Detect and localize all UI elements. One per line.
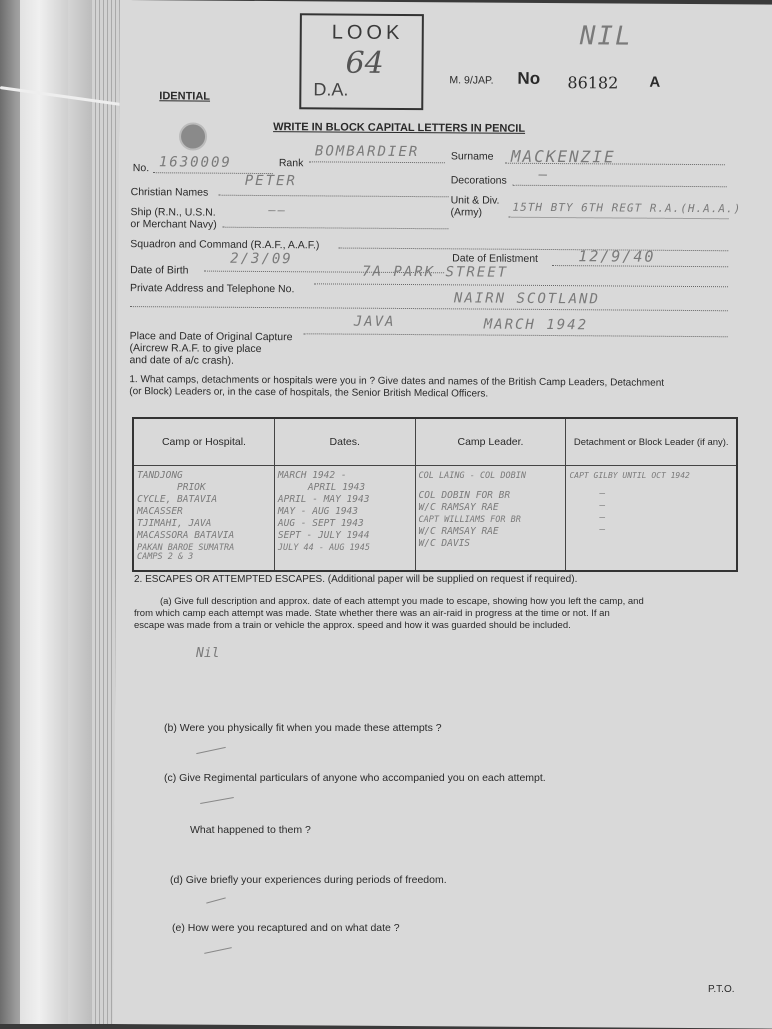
address-label: Private Address and Telephone No. <box>129 282 295 296</box>
detachment-entry: — <box>599 500 606 511</box>
q2-c: (c) Give Regimental particulars of anyone who accompanied you on each attempt. <box>164 772 546 784</box>
date-entry: MARCH 1942 - <box>277 470 347 481</box>
enlistment-label: Date of Enlistment <box>452 252 539 265</box>
header-dates: Dates. <box>274 418 415 466</box>
form-number: 86182 <box>567 73 619 93</box>
detachment-entry: — <box>599 488 606 499</box>
camp-entry: TJIMAHI, JAVA <box>137 518 212 529</box>
pto: P.T.O. <box>708 984 735 995</box>
no-value: 1630009 <box>158 154 232 171</box>
capture-place: JAVA <box>353 313 396 330</box>
form-code: M. 9/JAP. <box>449 74 494 87</box>
q2-b: (b) Were you physically fit when you made these attempts ? <box>164 722 442 734</box>
header-detachment: Detachment or Block Leader (if any). <box>566 418 737 466</box>
squadron-label: Squadron and Command (R.A.F., A.A.F.) <box>130 238 320 252</box>
q2-a-line-3: escape was made from a train or vehicle the approx. speed and how it was guarded should be included. <box>134 620 571 631</box>
ship-label-2: or Merchant Navy) <box>130 218 217 231</box>
capture-label-3: and date of a/c crash). <box>129 354 235 367</box>
form-suffix: A <box>649 73 661 91</box>
capture-label-2: (Aircrew R.A.F. to give place <box>129 342 262 355</box>
date-entry: SEPT - JULY 1944 <box>277 530 370 541</box>
camps-cell <box>133 466 274 572</box>
decorations-value: — <box>538 166 550 184</box>
birth-label: Date of Birth <box>130 264 189 277</box>
dates-cell <box>274 466 415 572</box>
q2-c-followup: What happened to them ? <box>190 824 311 836</box>
camp-entry: MACASSER <box>137 506 183 517</box>
rank-label: Rank <box>278 157 304 170</box>
unit-label-2: (Army) <box>450 206 483 219</box>
detachment-cell <box>566 466 737 572</box>
table-row <box>133 466 737 572</box>
surname-value: MACKENZIE <box>510 146 616 167</box>
enlistment-value: 12/9/40 <box>578 247 656 266</box>
surname-label: Surname <box>450 150 494 163</box>
q2-d: (d) Give briefly your experiences during periods of freedom. <box>170 874 447 886</box>
date-entry: APRIL - MAY 1943 <box>277 494 370 505</box>
camp-entry: PAKAN BAROE SUMATRA <box>137 543 235 553</box>
address-line-2: NAIRN SCOTLAND <box>453 290 600 308</box>
instruction: WRITE IN BLOCK CAPITAL LETTERS IN PENCIL <box>273 121 526 135</box>
q2-a-answer: Nil <box>196 646 220 661</box>
table-header-row <box>133 418 737 466</box>
date-entry: MAY - AUG 1943 <box>277 506 358 517</box>
christian-label: Christian Names <box>130 186 209 199</box>
detachment-entry: CAPT GILBY UNTIL OCT 1942 <box>569 471 690 480</box>
number-label: No <box>517 68 541 88</box>
camp-entry: CYCLE, BATAVIA <box>137 494 218 505</box>
address-line-1: 7A PARK STREET <box>362 263 509 281</box>
ship-label-1: Ship (R.N., U.S.N. <box>130 206 216 219</box>
stamp-number: 64 <box>345 45 384 81</box>
no-label: No. <box>132 162 150 175</box>
birth-value: 2/3/09 <box>230 250 293 268</box>
date-entry: JULY 44 - AUG 1945 <box>277 543 371 553</box>
stamp-text: LOOK <box>331 21 404 44</box>
unit-label-1: Unit & Div. <box>450 194 500 207</box>
binder-cover-edge <box>20 0 68 1024</box>
q1-line-2: (or Block) Leaders or, in the case of hospitals, the Senior British Medical Officers. <box>129 386 489 400</box>
camp-entry: MACASSORA BATAVIA <box>137 530 235 541</box>
leaders-cell <box>415 466 566 572</box>
camp-entry: PRIOK <box>177 482 206 493</box>
q2-a-line-2: from which camp each attempt was made. State whether there was an air-raid in progress at the time or not. If an <box>134 608 610 619</box>
date-entry: APRIL 1943 <box>307 482 366 493</box>
header-camp: Camp or Hospital. <box>133 418 274 466</box>
q2-e: (e) How were you recaptured and on what date ? <box>172 922 400 934</box>
capture-date: MARCH 1942 <box>483 316 589 334</box>
unit-value: 15TH BTY 6TH REGT R.A.(H.A.A.) <box>512 200 742 216</box>
nil-mark: NIL <box>579 21 633 52</box>
date-entry: AUG - SEPT 1943 <box>277 518 364 529</box>
christian-value: PETER <box>244 172 297 190</box>
look-stamp <box>299 13 424 110</box>
punch-hole <box>179 122 207 150</box>
ship-value: —— <box>268 203 288 218</box>
detachment-entry: — <box>599 512 606 523</box>
classification: IDENTIAL <box>159 90 211 103</box>
header-camp-leader: Camp Leader. <box>415 418 566 466</box>
leader-entry: W/C DAVIS <box>418 538 471 549</box>
leader-entry: COL LAING - COL DOBIN <box>418 471 526 481</box>
q2-a-line-1: (a) Give full description and approx. date of each attempt you made to escape, showing how you left the camp, and <box>160 596 644 607</box>
leader-entry: COL DOBIN FOR BR <box>418 490 511 501</box>
camp-entry: TANDJONG <box>137 470 183 481</box>
decorations-label: Decorations <box>450 174 507 187</box>
leader-entry: W/C RAMSAY RAE <box>418 502 499 513</box>
leader-entry: CAPT WILLIAMS FOR BR <box>418 515 521 525</box>
camp-entry: CAMPS 2 & 3 <box>137 552 194 562</box>
q1-line-1: 1. What camps, detachments or hospitals were you in ? Give dates and names of the British Camp Leaders, Detachment <box>129 374 665 389</box>
stamp-initials: D.A. <box>313 79 349 100</box>
detachment-entry: — <box>599 524 606 535</box>
capture-label-1: Place and Date of Original Capture <box>129 330 293 344</box>
rank-value: BOMBARDIER <box>314 143 420 161</box>
leader-entry: W/C RAMSAY RAE <box>418 526 499 537</box>
q2-title: 2. ESCAPES OR ATTEMPTED ESCAPES. (Additional paper will be supplied on request if required). <box>134 574 578 585</box>
camps-table <box>132 417 738 572</box>
